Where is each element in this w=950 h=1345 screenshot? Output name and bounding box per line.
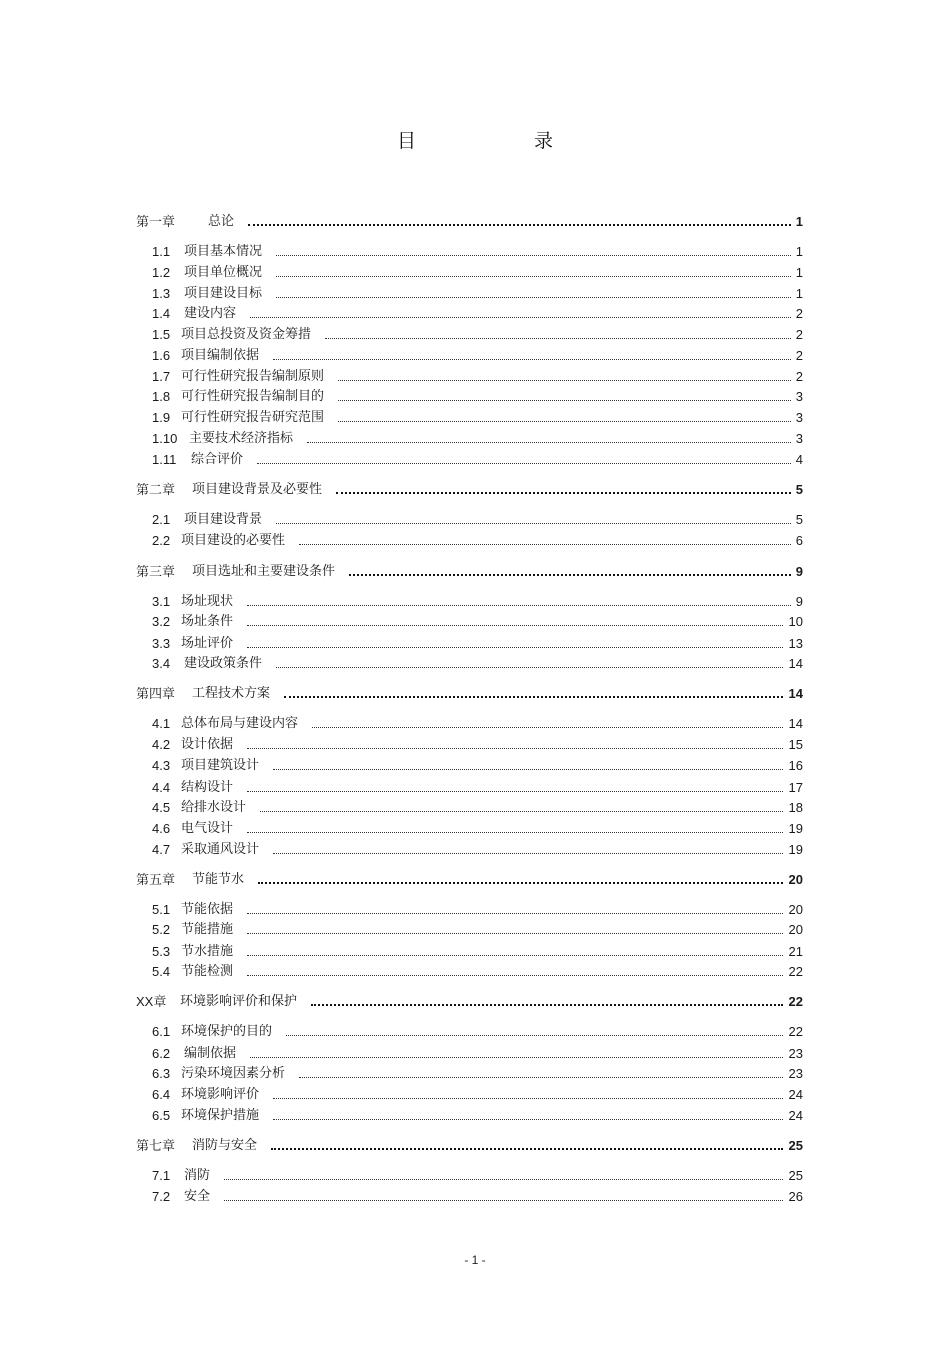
toc-page-number: 6 <box>795 533 803 548</box>
toc-page-number: 3 <box>795 410 803 425</box>
toc-page-number: 22 <box>788 994 803 1009</box>
toc-page-number: 9 <box>795 594 803 609</box>
toc-section-row[interactable] <box>0 388 950 406</box>
toc-entry-number: 5.1 <box>152 902 171 917</box>
toc-section-row[interactable] <box>0 655 950 673</box>
toc-page-number: 23 <box>788 1066 803 1081</box>
toc-page-number: 4 <box>795 452 803 467</box>
toc-entry-number: 5.4 <box>152 964 171 979</box>
toc-page-number: 21 <box>788 944 803 959</box>
toc-section-row[interactable] <box>0 736 950 754</box>
toc-entry-number: 4.3 <box>152 758 171 773</box>
toc-page-number: 18 <box>788 800 803 815</box>
toc-page-number: 14 <box>788 716 803 731</box>
toc-entry-number: 1.11 <box>152 452 177 467</box>
toc-entry-title: 项目总投资及资金筹措 <box>181 327 312 342</box>
toc-entry-title: 安全 <box>184 1189 211 1204</box>
toc-dot-leader <box>338 400 791 401</box>
toc-entry-number: 1.5 <box>152 327 171 342</box>
toc-entry-title: 总论 <box>208 214 235 229</box>
toc-entry-title: 消防与安全 <box>192 1138 258 1153</box>
toc-dot-leader <box>325 338 791 339</box>
toc-dot-leader <box>273 359 791 360</box>
toc-chapter-row[interactable] <box>0 685 950 703</box>
toc-section-row[interactable] <box>0 613 950 631</box>
toc-section-row[interactable] <box>0 1023 950 1041</box>
toc-entry-title: 编制依据 <box>184 1046 237 1061</box>
toc-entry-number: 4.5 <box>152 800 171 815</box>
toc-dot-leader <box>247 975 783 976</box>
toc-section-row[interactable] <box>0 368 950 386</box>
toc-page-number: 19 <box>788 821 803 836</box>
toc-entry-title: 环境保护的目的 <box>181 1024 273 1039</box>
toc-entry-number: 1.3 <box>152 286 171 301</box>
toc-dot-leader <box>224 1200 783 1201</box>
toc-entry-number: 6.1 <box>152 1024 171 1039</box>
toc-chapter-row[interactable] <box>0 213 950 231</box>
toc-dot-leader <box>312 727 783 728</box>
toc-entry-title: 节能依据 <box>181 902 234 917</box>
toc-entry-number: 1.6 <box>152 348 171 363</box>
toc-dot-leader <box>273 1119 783 1120</box>
toc-page-number: 25 <box>788 1138 803 1153</box>
toc-entry-title: 项目建设的必要性 <box>181 533 286 548</box>
toc-entry-number: 6.5 <box>152 1108 171 1123</box>
toc-entry-number: 1.8 <box>152 389 171 404</box>
toc-section-row[interactable] <box>0 820 950 838</box>
toc-page-number: 1 <box>795 244 803 259</box>
toc-dot-leader <box>273 769 783 770</box>
toc-entry-title: 给排水设计 <box>181 800 247 815</box>
toc-entry-number: 7.2 <box>152 1189 171 1204</box>
toc-section-row[interactable] <box>0 1107 950 1125</box>
toc-entry-title: 建设内容 <box>184 306 237 321</box>
toc-page-number: 22 <box>788 1024 803 1039</box>
toc-page-number: 14 <box>788 656 803 671</box>
toc-page-number: 2 <box>795 327 803 342</box>
toc-chapter-row[interactable] <box>0 1137 950 1155</box>
toc-page-number: 16 <box>788 758 803 773</box>
toc-page-number: 9 <box>795 564 803 579</box>
toc-dot-leader <box>349 574 791 576</box>
toc-section-row[interactable] <box>0 901 950 919</box>
toc-section-row[interactable] <box>0 347 950 365</box>
toc-dot-leader <box>250 317 791 318</box>
toc-section-row[interactable] <box>0 305 950 323</box>
toc-entry-title: 工程技术方案 <box>192 686 271 701</box>
toc-entry-number: 3.3 <box>152 636 171 651</box>
toc-page-number: 1 <box>795 286 803 301</box>
toc-dot-leader <box>247 748 783 749</box>
toc-page-number: 14 <box>788 686 803 701</box>
toc-dot-leader <box>284 696 783 698</box>
toc-chapter-row[interactable] <box>0 563 950 581</box>
toc-entry-title: 建设政策条件 <box>184 656 263 671</box>
toc-section-row[interactable] <box>0 1086 950 1104</box>
toc-entry-number: 1.1 <box>152 244 171 259</box>
toc-entry-number: 6.4 <box>152 1087 171 1102</box>
toc-entry-title: 场址评价 <box>181 636 234 651</box>
toc-section-row[interactable] <box>0 430 950 448</box>
toc-entry-title: 节能措施 <box>181 922 234 937</box>
toc-section-row[interactable] <box>0 326 950 344</box>
toc-section-row[interactable] <box>0 779 950 797</box>
toc-entry-number: 1.2 <box>152 265 171 280</box>
toc-dot-leader <box>247 913 783 914</box>
toc-entry-number: 5.3 <box>152 944 171 959</box>
toc-dot-leader <box>276 297 791 298</box>
toc-dot-leader <box>286 1035 783 1036</box>
toc-dot-leader <box>276 523 791 524</box>
toc-entry-number: 4.2 <box>152 737 171 752</box>
toc-entry-title: 可行性研究报告研究范围 <box>181 410 325 425</box>
toc-entry-title: 采取通风设计 <box>181 842 260 857</box>
toc-entry-number: 4.4 <box>152 780 171 795</box>
toc-section-row[interactable] <box>0 511 950 529</box>
toc-section-row[interactable] <box>0 715 950 733</box>
toc-entry-number: 第三章 <box>136 564 176 579</box>
toc-dot-leader <box>224 1179 783 1180</box>
toc-page-number: 2 <box>795 369 803 384</box>
toc-entry-title: 节能节水 <box>192 872 245 887</box>
toc-entry-title: 电气设计 <box>181 821 234 836</box>
toc-dot-leader <box>273 853 783 854</box>
toc-entry-number: 第五章 <box>136 872 176 887</box>
toc-dot-leader <box>338 421 791 422</box>
toc-entry-title: 设计依据 <box>181 737 234 752</box>
toc-section-row[interactable] <box>0 285 950 303</box>
toc-chapter-row[interactable] <box>0 993 950 1011</box>
toc-entry-title: 可行性研究报告编制原则 <box>181 369 325 384</box>
toc-page-number: 25 <box>788 1168 803 1183</box>
toc-entry-number: 5.2 <box>152 922 171 937</box>
toc-dot-leader <box>276 667 783 668</box>
toc-page-number: 20 <box>788 922 803 937</box>
toc-section-row[interactable] <box>0 1065 950 1083</box>
toc-section-row[interactable] <box>0 921 950 939</box>
toc-entry-number: 第七章 <box>136 1138 176 1153</box>
toc-dot-leader <box>247 832 783 833</box>
toc-dot-leader <box>299 544 791 545</box>
toc-entry-number: 1.9 <box>152 410 171 425</box>
toc-section-row[interactable] <box>0 243 950 261</box>
toc-section-row[interactable] <box>0 451 950 469</box>
toc-entry-title: 场址现状 <box>181 594 234 609</box>
toc-entry-title: 项目建设背景及必要性 <box>192 482 323 497</box>
toc-entry-title: 节能检测 <box>181 964 234 979</box>
toc-page-number: 5 <box>795 482 803 497</box>
toc-dot-leader <box>276 255 791 256</box>
toc-entry-number: 6.2 <box>152 1046 171 1061</box>
toc-section-row[interactable] <box>0 943 950 961</box>
toc-section-row[interactable] <box>0 757 950 775</box>
toc-entry-title: 结构设计 <box>181 780 234 795</box>
toc-entry-title: 项目编制依据 <box>181 348 260 363</box>
page-title: 目 录 <box>396 130 610 152</box>
toc-dot-leader <box>299 1077 783 1078</box>
toc-entry-number: 第二章 <box>136 482 176 497</box>
toc-chapter-row[interactable] <box>0 481 950 499</box>
toc-page-number: 13 <box>788 636 803 651</box>
toc-dot-leader <box>247 647 783 648</box>
toc-chapter-row[interactable] <box>0 871 950 889</box>
toc-dot-leader <box>247 933 783 934</box>
toc-dot-leader <box>247 791 783 792</box>
toc-dot-leader <box>250 1057 783 1058</box>
toc-section-row[interactable] <box>0 593 950 611</box>
toc-section-row[interactable] <box>0 264 950 282</box>
toc-section-row[interactable] <box>0 532 950 550</box>
toc-dot-leader <box>276 276 791 277</box>
toc-entry-title: 项目建设背景 <box>184 512 263 527</box>
toc-entry-title: 环境保护措施 <box>181 1108 260 1123</box>
toc-page-number: 26 <box>788 1189 803 1204</box>
toc-entry-number: 4.1 <box>152 716 171 731</box>
toc-dot-leader <box>248 224 791 226</box>
toc-entry-number: 1.7 <box>152 369 171 384</box>
toc-entry-title: 总体布局与建设内容 <box>181 716 299 731</box>
toc-entry-number: 3.1 <box>152 594 171 609</box>
toc-page-number: 5 <box>795 512 803 527</box>
toc-entry-number: 2.1 <box>152 512 171 527</box>
toc-entry-number: 1.4 <box>152 306 171 321</box>
toc-page-number: 3 <box>795 431 803 446</box>
toc-dot-leader <box>311 1004 783 1006</box>
toc-dot-leader <box>307 442 791 443</box>
toc-entry-number: 第一章 <box>136 214 176 229</box>
toc-entry-title: 场址条件 <box>181 614 234 629</box>
toc-entry-title: 污染环境因素分析 <box>181 1066 286 1081</box>
toc-page-number: 2 <box>795 306 803 321</box>
toc-entry-title: 项目建筑设计 <box>181 758 260 773</box>
toc-entry-number: 6.3 <box>152 1066 171 1081</box>
toc-dot-leader <box>247 955 783 956</box>
toc-section-row[interactable] <box>0 1188 950 1206</box>
toc-entry-title: 节水措施 <box>181 944 234 959</box>
toc-page-number: 15 <box>788 737 803 752</box>
toc-section-row[interactable] <box>0 963 950 981</box>
toc-section-row[interactable] <box>0 799 950 817</box>
toc-dot-leader <box>271 1148 783 1150</box>
toc-entry-number: 3.4 <box>152 656 171 671</box>
toc-section-row[interactable] <box>0 1045 950 1063</box>
toc-dot-leader <box>247 605 791 606</box>
toc-page-number: 22 <box>788 964 803 979</box>
toc-page-number: 1 <box>795 214 803 229</box>
toc-entry-number: 2.2 <box>152 533 171 548</box>
toc-dot-leader <box>338 380 791 381</box>
toc-entry-title: 项目建设目标 <box>184 286 263 301</box>
toc-entry-title: 主要技术经济指标 <box>189 431 294 446</box>
toc-page-number: 2 <box>795 348 803 363</box>
toc-dot-leader <box>260 811 783 812</box>
toc-entry-title: 消防 <box>184 1168 211 1183</box>
toc-entry-number: 4.7 <box>152 842 171 857</box>
toc-dot-leader <box>336 492 791 494</box>
toc-dot-leader <box>273 1098 783 1099</box>
toc-dot-leader <box>247 625 783 626</box>
toc-page-number: 1 <box>795 265 803 280</box>
toc-section-row[interactable] <box>0 841 950 859</box>
toc-page-number: 10 <box>788 614 803 629</box>
toc-section-row[interactable] <box>0 1167 950 1185</box>
toc-entry-number: 7.1 <box>152 1168 171 1183</box>
toc-page-number: 17 <box>788 780 803 795</box>
toc-page-number: 19 <box>788 842 803 857</box>
toc-section-row[interactable] <box>0 409 950 427</box>
toc-entry-number: 第四章 <box>136 686 176 701</box>
page-number: - 1 - <box>464 1253 486 1267</box>
toc-page-number: 20 <box>788 902 803 917</box>
toc-entry-title: 综合评价 <box>191 452 244 467</box>
toc-page-number: 24 <box>788 1108 803 1123</box>
toc-entry-number: 3.2 <box>152 614 171 629</box>
toc-dot-leader <box>258 882 783 884</box>
toc-section-row[interactable] <box>0 635 950 653</box>
toc-entry-number: 1.10 <box>152 431 178 446</box>
toc-page-number: 23 <box>788 1046 803 1061</box>
toc-entry-title: 环境影响评价 <box>181 1087 260 1102</box>
toc-entry-title: 项目选址和主要建设条件 <box>192 564 336 579</box>
toc-entry-title: 环境影响评价和保护 <box>180 994 298 1009</box>
toc-entry-number: 4.6 <box>152 821 171 836</box>
toc-page-number: 20 <box>788 872 803 887</box>
toc-entry-title: 项目基本情况 <box>184 244 263 259</box>
toc-entry-title: 项目单位概况 <box>184 265 263 280</box>
toc-page-number: 24 <box>788 1087 803 1102</box>
toc-entry-number: XX章 <box>136 994 167 1009</box>
toc-dot-leader <box>257 463 791 464</box>
toc-page-number: 3 <box>795 389 803 404</box>
toc-entry-title: 可行性研究报告编制目的 <box>181 389 325 404</box>
